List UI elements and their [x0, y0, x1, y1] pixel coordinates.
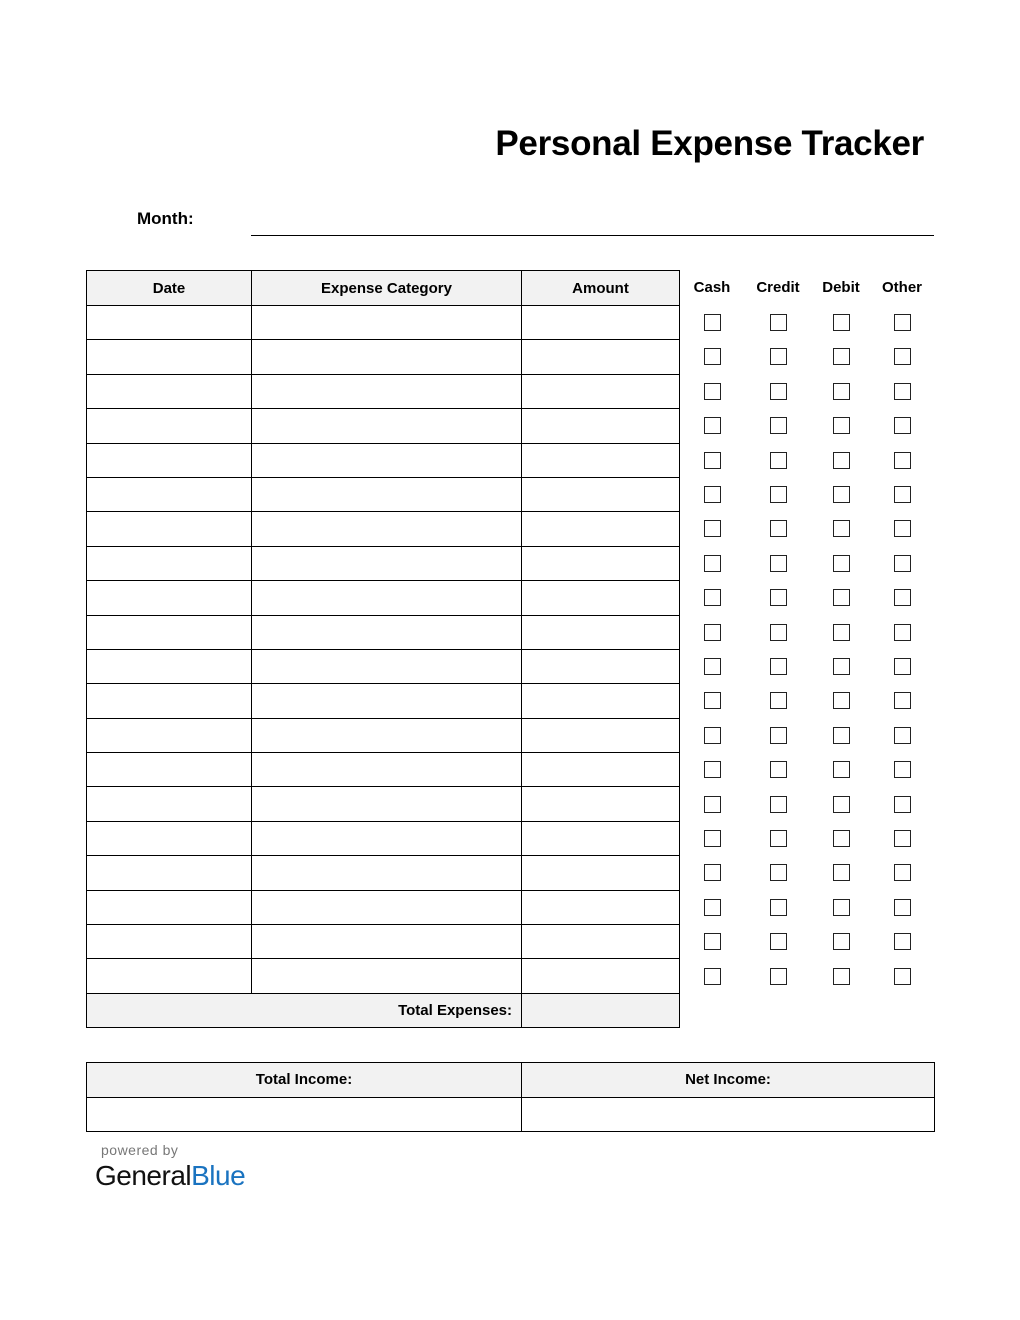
amount-cell[interactable]	[522, 753, 680, 787]
expense-row	[87, 374, 680, 408]
expense-row	[87, 443, 680, 477]
total-expenses-value[interactable]	[522, 993, 680, 1027]
expense-row	[87, 684, 680, 718]
expense-row	[87, 546, 680, 580]
date-cell[interactable]	[87, 890, 252, 924]
checkbox-debit[interactable]	[833, 830, 850, 847]
amount-cell[interactable]	[522, 443, 680, 477]
expense-category-cell[interactable]	[252, 821, 522, 855]
checkbox-debit[interactable]	[833, 796, 850, 813]
amount-cell[interactable]	[522, 821, 680, 855]
date-cell[interactable]	[87, 581, 252, 615]
expense-category-cell[interactable]	[252, 374, 522, 408]
expense-category-cell[interactable]	[252, 856, 522, 890]
checkbox-credit[interactable]	[770, 452, 787, 469]
amount-cell[interactable]	[522, 718, 680, 752]
income-header-row	[87, 1063, 935, 1098]
checkbox-debit[interactable]	[833, 624, 850, 641]
net-income-value[interactable]	[522, 1097, 935, 1132]
date-cell[interactable]	[87, 512, 252, 546]
expense-category-cell[interactable]	[252, 890, 522, 924]
checkbox-credit[interactable]	[770, 383, 787, 400]
checkbox-cash[interactable]	[704, 452, 721, 469]
month-label: Month:	[137, 209, 194, 228]
expense-row	[87, 925, 680, 959]
checkbox-debit[interactable]	[833, 486, 850, 503]
date-cell[interactable]	[87, 615, 252, 649]
payment-header-other: Other	[881, 279, 923, 296]
checkbox-other[interactable]	[894, 933, 911, 950]
checkbox-cash[interactable]	[704, 761, 721, 778]
checkbox-credit[interactable]	[770, 864, 787, 881]
expense-category-cell[interactable]	[252, 512, 522, 546]
brand-general: General	[95, 1160, 192, 1191]
checkbox-credit[interactable]	[770, 761, 787, 778]
total-expenses-row	[87, 993, 680, 1027]
amount-cell[interactable]	[522, 959, 680, 993]
checkbox-cash[interactable]	[704, 830, 721, 847]
amount-cell[interactable]	[522, 890, 680, 924]
amount-cell[interactable]	[522, 546, 680, 580]
checkbox-debit[interactable]	[833, 761, 850, 778]
checkbox-other[interactable]	[894, 417, 911, 434]
powered-by-text: powered by	[101, 1142, 179, 1158]
amount-cell[interactable]	[522, 684, 680, 718]
expense-category-cell[interactable]	[252, 443, 522, 477]
checkbox-other[interactable]	[894, 899, 911, 916]
date-cell[interactable]	[87, 925, 252, 959]
checkbox-credit[interactable]	[770, 933, 787, 950]
checkbox-other[interactable]	[894, 658, 911, 675]
date-cell[interactable]	[87, 856, 252, 890]
expense-category-cell[interactable]	[252, 925, 522, 959]
expense-row	[87, 615, 680, 649]
expense-row	[87, 890, 680, 924]
checkbox-other[interactable]	[894, 761, 911, 778]
checkbox-credit[interactable]	[770, 589, 787, 606]
expense-category-cell[interactable]	[252, 959, 522, 993]
amount-cell[interactable]	[522, 374, 680, 408]
checkbox-other[interactable]	[894, 555, 911, 572]
checkbox-cash[interactable]	[704, 692, 721, 709]
checkbox-cash[interactable]	[704, 624, 721, 641]
checkbox-cash[interactable]	[704, 348, 721, 365]
expense-category-cell[interactable]	[252, 684, 522, 718]
amount-cell[interactable]	[522, 856, 680, 890]
checkbox-credit[interactable]	[770, 348, 787, 365]
payment-header-cash: Cash	[693, 279, 731, 296]
income-value-row	[87, 1097, 935, 1132]
expense-category-cell[interactable]	[252, 753, 522, 787]
expense-category-cell[interactable]	[252, 581, 522, 615]
expense-table	[86, 270, 680, 1028]
checkbox-credit[interactable]	[770, 486, 787, 503]
checkbox-other[interactable]	[894, 864, 911, 881]
expense-row	[87, 753, 680, 787]
checkbox-debit[interactable]	[833, 417, 850, 434]
checkbox-other[interactable]	[894, 314, 911, 331]
expense-row	[87, 821, 680, 855]
checkbox-cash[interactable]	[704, 417, 721, 434]
checkbox-other[interactable]	[894, 968, 911, 985]
checkbox-credit[interactable]	[770, 417, 787, 434]
amount-cell[interactable]	[522, 581, 680, 615]
checkbox-other[interactable]	[894, 589, 911, 606]
expense-row	[87, 787, 680, 821]
date-cell[interactable]	[87, 684, 252, 718]
checkbox-cash[interactable]	[704, 658, 721, 675]
checkbox-other[interactable]	[894, 348, 911, 365]
checkbox-debit[interactable]	[833, 452, 850, 469]
checkbox-credit[interactable]	[770, 555, 787, 572]
expense-row	[87, 477, 680, 511]
expense-category-cell[interactable]	[252, 615, 522, 649]
expense-category-cell[interactable]	[252, 546, 522, 580]
column-header-date: Date	[87, 271, 252, 306]
checkbox-debit[interactable]	[833, 864, 850, 881]
expense-table-header	[87, 271, 680, 306]
expense-category-cell[interactable]	[252, 477, 522, 511]
expense-category-cell[interactable]	[252, 649, 522, 683]
expense-row	[87, 340, 680, 374]
checkbox-other[interactable]	[894, 383, 911, 400]
expense-row	[87, 581, 680, 615]
date-cell[interactable]	[87, 477, 252, 511]
checkbox-cash[interactable]	[704, 555, 721, 572]
expense-row	[87, 306, 680, 340]
checkbox-other[interactable]	[894, 520, 911, 537]
amount-cell[interactable]	[522, 477, 680, 511]
brand-blue: Blue	[191, 1160, 246, 1191]
date-cell[interactable]	[87, 959, 252, 993]
checkbox-cash[interactable]	[704, 589, 721, 606]
date-cell[interactable]	[87, 340, 252, 374]
amount-cell[interactable]	[522, 306, 680, 340]
expense-row	[87, 959, 680, 993]
date-cell[interactable]	[87, 409, 252, 443]
date-cell[interactable]	[87, 649, 252, 683]
total-income-label: Total Income:	[87, 1063, 522, 1098]
income-table	[86, 1062, 935, 1132]
checkbox-debit[interactable]	[833, 692, 850, 709]
checkbox-debit[interactable]	[833, 899, 850, 916]
checkbox-other[interactable]	[894, 486, 911, 503]
checkbox-cash[interactable]	[704, 968, 721, 985]
expense-row	[87, 718, 680, 752]
payment-header-debit: Debit	[822, 279, 860, 296]
checkbox-credit[interactable]	[770, 727, 787, 744]
checkbox-credit[interactable]	[770, 520, 787, 537]
checkbox-cash[interactable]	[704, 864, 721, 881]
date-cell[interactable]	[87, 443, 252, 477]
date-cell[interactable]	[87, 753, 252, 787]
checkbox-debit[interactable]	[833, 348, 850, 365]
checkbox-debit[interactable]	[833, 968, 850, 985]
column-header-expense-category: Expense Category	[252, 271, 522, 306]
checkbox-credit[interactable]	[770, 314, 787, 331]
amount-cell[interactable]	[522, 512, 680, 546]
checkbox-debit[interactable]	[833, 589, 850, 606]
checkbox-other[interactable]	[894, 830, 911, 847]
checkbox-cash[interactable]	[704, 383, 721, 400]
date-cell[interactable]	[87, 718, 252, 752]
total-expenses-label: Total Expenses:	[87, 993, 522, 1027]
date-cell[interactable]	[87, 787, 252, 821]
checkbox-credit[interactable]	[770, 830, 787, 847]
checkbox-other[interactable]	[894, 452, 911, 469]
date-cell[interactable]	[87, 821, 252, 855]
checkbox-credit[interactable]	[770, 692, 787, 709]
amount-cell[interactable]	[522, 615, 680, 649]
checkbox-cash[interactable]	[704, 520, 721, 537]
checkbox-cash[interactable]	[704, 933, 721, 950]
checkbox-cash[interactable]	[704, 727, 721, 744]
expense-row	[87, 856, 680, 890]
payment-header-credit: Credit	[756, 279, 800, 296]
checkbox-debit[interactable]	[833, 383, 850, 400]
checkbox-other[interactable]	[894, 796, 911, 813]
expense-category-cell[interactable]	[252, 787, 522, 821]
checkbox-credit[interactable]	[770, 658, 787, 675]
amount-cell[interactable]	[522, 787, 680, 821]
checkbox-cash[interactable]	[704, 796, 721, 813]
amount-cell[interactable]	[522, 409, 680, 443]
checkbox-debit[interactable]	[833, 555, 850, 572]
column-header-amount: Amount	[522, 271, 680, 306]
generalblue-logo	[95, 1160, 245, 1192]
checkbox-cash[interactable]	[704, 486, 721, 503]
checkbox-other[interactable]	[894, 624, 911, 641]
checkbox-debit[interactable]	[833, 727, 850, 744]
amount-cell[interactable]	[522, 649, 680, 683]
date-cell[interactable]	[87, 306, 252, 340]
expense-row	[87, 409, 680, 443]
checkbox-cash[interactable]	[704, 899, 721, 916]
amount-cell[interactable]	[522, 925, 680, 959]
checkbox-credit[interactable]	[770, 968, 787, 985]
checkbox-debit[interactable]	[833, 658, 850, 675]
expense-category-cell[interactable]	[252, 340, 522, 374]
checkbox-debit[interactable]	[833, 520, 850, 537]
net-income-label: Net Income:	[522, 1063, 935, 1098]
checkbox-other[interactable]	[894, 727, 911, 744]
checkbox-other[interactable]	[894, 692, 911, 709]
checkbox-credit[interactable]	[770, 899, 787, 916]
checkbox-cash[interactable]	[704, 314, 721, 331]
date-cell[interactable]	[87, 374, 252, 408]
checkbox-debit[interactable]	[833, 314, 850, 331]
amount-cell[interactable]	[522, 340, 680, 374]
page-title: Personal Expense Tracker	[495, 124, 924, 163]
checkbox-credit[interactable]	[770, 796, 787, 813]
expense-category-cell[interactable]	[252, 409, 522, 443]
total-income-value[interactable]	[87, 1097, 522, 1132]
expense-category-cell[interactable]	[252, 718, 522, 752]
date-cell[interactable]	[87, 546, 252, 580]
expense-row	[87, 512, 680, 546]
expense-row	[87, 649, 680, 683]
checkbox-debit[interactable]	[833, 933, 850, 950]
expense-category-cell[interactable]	[252, 306, 522, 340]
checkbox-credit[interactable]	[770, 624, 787, 641]
month-input-line[interactable]	[251, 235, 934, 236]
